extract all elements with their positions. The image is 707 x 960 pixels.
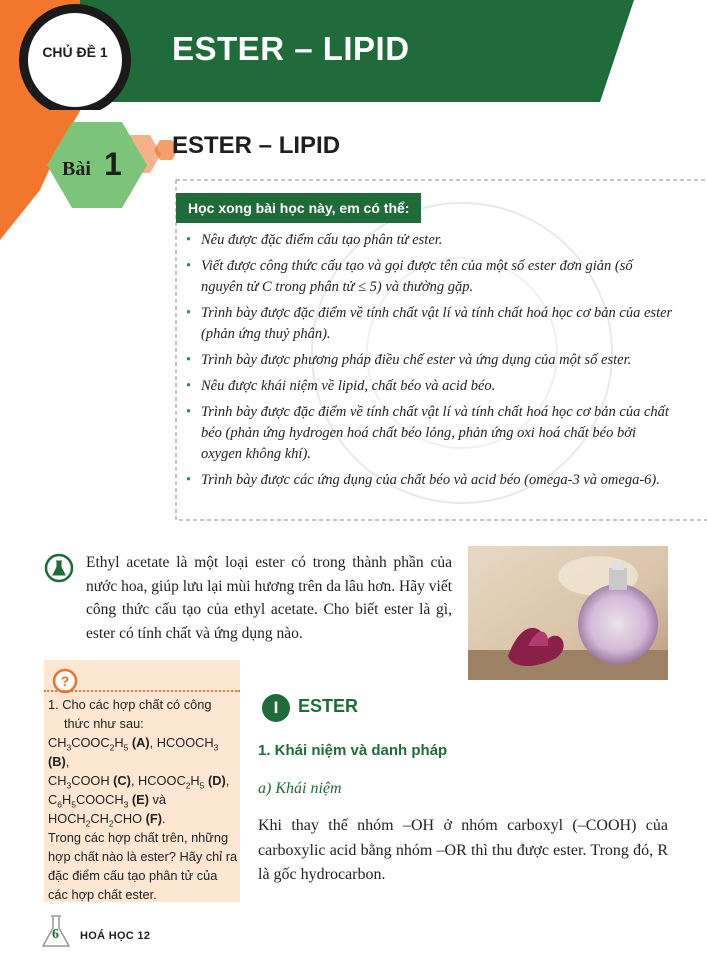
lesson-title: ESTER – LIPID	[172, 132, 341, 159]
book-name: HOÁ HỌC 12	[80, 930, 151, 942]
question-text	[48, 695, 240, 904]
objective-item: • Trình bày được đặc điểm về tính chất vật lí và tính chất hoá học cơ bản của chất béo (phản ứng hydrogen hoá chất béo lỏng, phản ứng oxi hoá chất béo bởi oxygen không khí).	[186, 402, 676, 465]
lesson-number: 1	[104, 146, 122, 182]
topic-label: CHỦ ĐỀ 1	[42, 44, 108, 60]
compound-line: $HOCH_2CH_2CHO$ (F).	[48, 811, 166, 829]
compound-line: $CH_3COOH$ (C), $HCOOC_2H_5$ (D),	[48, 773, 230, 791]
intro-paragraph: Ethyl acetate là một loại ester có trong thành phần của nước hoa, giúp lưu lại mùi hương trên da lâu hơn. Hãy viết công thức cấu tạo của ethyl acetate. Cho biết ester là gì, ester có tính chất và ứng dụng nào.	[86, 554, 452, 642]
question-prompt: Trong các hợp chất trên, những hợp chất nào là ester? Hãy chỉ ra đặc điểm cấu tạo phân tử của các hợp chất ester.	[48, 830, 238, 902]
section-number-badge: I	[262, 694, 290, 722]
lesson-label: Bài	[62, 158, 91, 180]
subsubsection-title: a) Khái niệm	[258, 780, 342, 797]
objective-item: • Nêu được đặc điểm cấu tạo phân tử ester.	[186, 230, 676, 251]
question-divider	[44, 690, 240, 692]
perfume-photo	[468, 546, 668, 680]
flask-icon	[44, 553, 74, 583]
objectives-header: Học xong bài học này, em có thể:	[176, 193, 421, 223]
compound-line: $CH_3COOC_2H_5$ (A), $HCOOCH_3$ (B),	[48, 735, 219, 769]
compound-line: $C_6H_5COOCH_3$ (E) và	[48, 792, 167, 810]
page-number: 6	[52, 927, 59, 942]
question-intro-line: thức như sau:	[64, 716, 144, 731]
topic-title: ESTER – LIPID	[172, 30, 410, 67]
objectives-list	[186, 230, 676, 496]
question-intro-line: 1. Cho các hợp chất có công	[48, 697, 212, 712]
objective-item: • Nêu được khái niệm về lipid, chất béo và acid béo.	[186, 376, 676, 397]
objective-item: • Trình bày được đặc điểm về tính chất vật lí và tính chất hoá học cơ bản của ester (phản ứng thuỷ phân).	[186, 303, 676, 345]
svg-text:?: ?	[60, 673, 70, 689]
objective-item: • Trình bày được phương pháp điều chế ester và ứng dụng của một số ester.	[186, 350, 676, 371]
section-title: ESTER	[298, 696, 359, 716]
definition-paragraph: Khi thay thế nhóm –OH ở nhóm carboxyl (–COOH) của carboxylic acid bằng nhóm –OR thì thu được ester. Trong đó, R là gốc hydrocarbon.	[258, 817, 668, 883]
subsection-title: 1. Khái niệm và danh pháp	[258, 742, 448, 759]
objective-item: • Viết được công thức cấu tạo và gọi được tên của một số ester đơn giản (số nguyên tử C trong phân tử ≤ 5) và thường gặp.	[186, 256, 676, 298]
lesson-hexagon	[0, 110, 190, 230]
objective-item: • Trình bày được các ứng dụng của chất béo và acid béo (omega-3 và omega-6).	[186, 470, 676, 491]
